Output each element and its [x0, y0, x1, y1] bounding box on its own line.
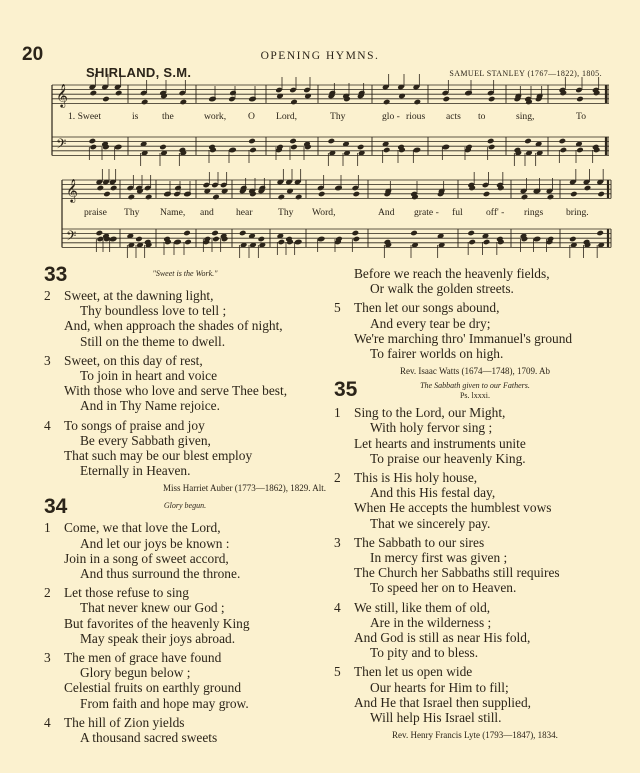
stanza [44, 585, 326, 646]
hymn-number: 35 [334, 378, 358, 402]
stanza [334, 300, 616, 361]
verse-line: We still, like them of old, [354, 599, 491, 615]
notehead [229, 147, 237, 154]
lyric-syllable: hear [236, 207, 253, 218]
notehead [328, 138, 336, 145]
verse-line: And this His festal day, [370, 485, 496, 501]
notehead [211, 230, 219, 237]
hymn-subtitle: Glory begun. [163, 501, 207, 511]
stanza-number: 3 [334, 534, 341, 550]
bass-clef-icon: 𝄢 [56, 136, 67, 155]
notehead [115, 144, 123, 151]
verse-line: To praise our heavenly King. [370, 450, 526, 466]
notehead [467, 230, 475, 237]
verse-line: The Sabbath to our sires [354, 534, 485, 550]
notehead [212, 194, 220, 201]
stanza-number: 2 [44, 288, 51, 303]
notehead [576, 96, 584, 103]
notehead [468, 239, 476, 246]
notehead [278, 194, 286, 201]
verse-line: The hill of Zion yields [64, 714, 185, 730]
notehead [159, 144, 167, 151]
lyric-syllable: And [378, 207, 395, 218]
lyric-syllable: Thy [278, 207, 294, 218]
lyric-syllable: O [248, 111, 255, 122]
stanza-number: 2 [334, 470, 341, 486]
verse-line: To pity and to bless. [370, 645, 479, 661]
verse-line: Still on the theme to dwell. [80, 333, 226, 349]
notehead [318, 236, 326, 243]
lyric-syllable: acts [446, 111, 461, 122]
notehead [353, 191, 361, 198]
lyric-syllable: rings [524, 207, 544, 218]
verse-line: Sweet, at the dawning light, [64, 288, 214, 303]
lyric-syllable: To [576, 111, 586, 122]
stanza [334, 470, 616, 531]
notehead [383, 147, 391, 154]
verse-line: Before we reach the heavenly fields, [354, 266, 550, 281]
verse-line: Sweet, on this day of rest, [64, 352, 203, 368]
hymn-attribution: Rev. Henry Francis Lyte (1793—1847), 1834. [392, 730, 558, 741]
notehead [90, 144, 98, 151]
notehead [115, 90, 123, 97]
notehead [357, 144, 365, 151]
notehead [597, 191, 605, 198]
lyric-syllable: Thy [124, 207, 140, 218]
verse-line: Celestial fruits on earthly ground [64, 680, 242, 696]
stanza-continued [334, 266, 616, 296]
verse-line: Let hearts and instruments unite [354, 435, 526, 451]
notehead [304, 93, 312, 100]
verse-line: A thousand sacred sweets [80, 730, 218, 746]
notehead [596, 230, 604, 237]
lyric-syllable: Name, [160, 207, 186, 218]
lyric-syllable: off' - [486, 207, 505, 218]
hymn-subtitle: "Sweet is the Work." [152, 269, 218, 278]
notehead [547, 194, 555, 201]
lyric-syllable: is [132, 111, 139, 122]
notehead [249, 96, 257, 103]
hymn-attribution: Rev. Isaac Watts (1674—1748), 1709. Ab [399, 366, 550, 377]
notehead [290, 144, 298, 151]
notehead [483, 239, 491, 246]
notehead [488, 96, 496, 103]
hymn-35 [334, 378, 616, 742]
stanza-number: 4 [334, 599, 341, 615]
verse-line: Let those refuse to sing [64, 585, 189, 601]
notehead [534, 236, 542, 243]
notehead [249, 147, 257, 154]
lyric-syllable: sing, [516, 111, 535, 122]
notehead [521, 194, 529, 201]
notehead [443, 96, 451, 103]
notehead [164, 191, 172, 198]
stanza [44, 650, 326, 711]
stanza-number: 4 [44, 714, 51, 730]
lyric-syllable: praise [84, 207, 107, 218]
verse-line: Our hearts for Him to fill; [370, 679, 509, 695]
lyric-syllable: rious [406, 111, 426, 122]
notehead [110, 185, 118, 192]
stanza-number: 4 [44, 417, 51, 433]
verse-line: And let our joys be known : [80, 535, 230, 551]
stanza-number: 5 [334, 664, 341, 680]
tune-name: SHIRLAND, S.M. [86, 65, 192, 80]
notehead [174, 239, 182, 246]
music-score [0, 0, 640, 265]
stanza [44, 288, 326, 349]
lyric-syllable: work, [204, 111, 227, 122]
verse-line: And God is still as near His fold, [354, 630, 531, 646]
notehead [353, 236, 361, 243]
notehead [97, 185, 105, 192]
lyric-syllable: Thy [330, 111, 346, 122]
verse-line: And thus surround the throne. [80, 566, 241, 582]
hymn-34 [44, 495, 326, 746]
notehead [90, 90, 98, 97]
notehead [383, 99, 391, 106]
verse-line: Are in the wilderness ; [370, 614, 492, 630]
notehead [488, 144, 496, 151]
verse-line: May speak their joys abroad. [80, 630, 236, 646]
verse-line: That such may be our blest employ [64, 448, 253, 464]
notehead [135, 236, 143, 243]
notehead [576, 147, 584, 154]
verse-line: To join in heart and voice [80, 368, 218, 384]
notehead [410, 230, 418, 237]
notehead [534, 188, 542, 195]
verse-line: That never knew our God ; [80, 600, 225, 616]
verse-line: And in Thy Name rejoice. [80, 398, 220, 414]
lyric-syllable: Lord, [276, 111, 298, 122]
hymn-number: 34 [44, 495, 68, 519]
verse-line: Come, we that love the Lord, [64, 520, 221, 536]
verse-line: But favorites of the heavenly King [64, 615, 250, 631]
verse-line: With those who love and serve Thee best, [64, 383, 288, 399]
stanza-number: 1 [44, 520, 51, 536]
verse-line: Or walk the golden streets. [370, 281, 514, 297]
verse-line: That we sincerely pay. [370, 515, 491, 531]
stanza [44, 715, 326, 745]
notehead [180, 99, 188, 106]
notehead [483, 191, 491, 198]
notehead [221, 188, 229, 195]
verse-line: In mercy first was given ; [370, 550, 508, 566]
notehead [141, 99, 149, 106]
notehead [174, 185, 182, 192]
stanza-number: 3 [44, 352, 51, 368]
notehead [295, 239, 303, 246]
treble-clef-icon: 𝄞 [66, 178, 78, 202]
notehead [110, 236, 118, 243]
hymn-subtitle: The Sabbath given to our Fathers. [420, 381, 530, 391]
notehead [184, 239, 192, 246]
notehead [584, 185, 592, 192]
notehead [239, 230, 247, 237]
verse-line: We're marching thro' Immanuel's ground [354, 330, 573, 346]
verse-line: This is His holy house, [354, 470, 478, 486]
lyric-syllable: and [200, 207, 214, 218]
notehead [414, 99, 422, 106]
notehead [569, 236, 577, 243]
notehead [295, 194, 303, 201]
hymn-number: 33 [44, 263, 68, 286]
notehead [318, 191, 326, 198]
verse-line: Thy boundless love to tell ; [80, 303, 227, 319]
verse-line: Join in a song of sweet accord, [64, 550, 229, 566]
notehead [204, 188, 212, 195]
notehead [183, 230, 191, 237]
verse-line: And, when approach the shades of night, [64, 318, 283, 334]
lyric-syllable: to [478, 111, 486, 122]
verse-line: Eternally in Heaven. [80, 463, 191, 479]
notehead [258, 236, 266, 243]
verse-line: Glory begun below ; [80, 665, 191, 681]
stanza-number: 2 [44, 585, 51, 601]
verse-line: To fairer worlds on high. [370, 346, 504, 362]
notehead [209, 96, 217, 103]
tune-composer: SAMUEL STANLEY (1767—1822), 1805. [449, 69, 602, 78]
notehead [286, 188, 294, 195]
notehead [212, 236, 220, 243]
lyric-syllable: Word, [312, 207, 336, 218]
stanza [334, 405, 616, 466]
bass-clef-icon: 𝄢 [66, 228, 77, 247]
lyric-syllable: the [162, 111, 174, 122]
stanza [44, 418, 326, 479]
verse-line: To speed her on to Heaven. [370, 580, 517, 596]
stanza [334, 535, 616, 596]
stanza-number: 5 [334, 300, 341, 316]
section-heading: OPENING HYMNS. [260, 50, 380, 62]
notehead [184, 191, 192, 198]
verse-line: Be every Sabbath given, [80, 432, 211, 448]
verse-line: With holy fervor sing ; [370, 420, 493, 436]
stanza-number: 3 [44, 650, 51, 666]
notehead [560, 147, 568, 154]
notehead [290, 99, 298, 106]
notehead [570, 191, 578, 198]
verse-line: When He accepts the humblest vows [354, 500, 552, 516]
notehead [89, 138, 97, 145]
notehead [398, 93, 406, 100]
verse-line: Sing to the Lord, our Might, [354, 405, 506, 421]
notehead [145, 194, 153, 201]
verse-line: Will help His Israel still. [370, 710, 502, 726]
notehead [443, 144, 451, 151]
notehead [289, 138, 297, 145]
stanza [334, 664, 616, 725]
verse-line: The men of grace have found [64, 650, 222, 666]
lyric-syllable: ful [452, 207, 463, 218]
notehead [414, 147, 422, 154]
notehead [96, 230, 104, 237]
notehead [487, 138, 495, 145]
hymn-33 [44, 263, 326, 495]
notehead [278, 239, 286, 246]
hymn-attribution: Miss Harriet Auber (1773—1862), 1829. Alt. [163, 483, 326, 494]
stanza [44, 353, 326, 414]
notehead [103, 191, 111, 198]
stanza [334, 600, 616, 661]
treble-clef-icon: 𝄞 [56, 83, 68, 107]
verse-line: And He that Israel then supplied, [354, 694, 532, 710]
hymn-psalm-ref: Ps. lxxxi. [459, 391, 490, 401]
lyric-syllable: glo - [382, 111, 400, 122]
verse-line: And every tear be dry; [370, 315, 491, 331]
lyric-syllable: grate - [414, 207, 439, 218]
notehead [465, 90, 473, 97]
notehead [276, 93, 284, 100]
stanza-number: 1 [334, 405, 341, 421]
notehead [248, 138, 256, 145]
verse-line: To songs of praise and joy [64, 417, 205, 433]
notehead [352, 230, 360, 237]
notehead [229, 90, 237, 97]
notehead [335, 185, 343, 192]
notehead [102, 96, 110, 103]
lyric-syllable: bring. [566, 207, 589, 218]
lyric-syllable: 1. Sweet [68, 111, 102, 122]
verse-line: The Church her Sabbaths still requires [354, 565, 560, 581]
left-column [44, 263, 326, 749]
notehead [559, 138, 567, 145]
notehead [524, 138, 532, 145]
verse-line: Then let our songs abound, [354, 300, 500, 316]
stanza [44, 520, 326, 581]
notehead [128, 194, 136, 201]
page-number: 20 [22, 44, 44, 65]
verse-line: From faith and hope may grow. [80, 695, 249, 711]
verse-line: Then let us open wide [354, 664, 473, 680]
right-column [334, 266, 616, 745]
